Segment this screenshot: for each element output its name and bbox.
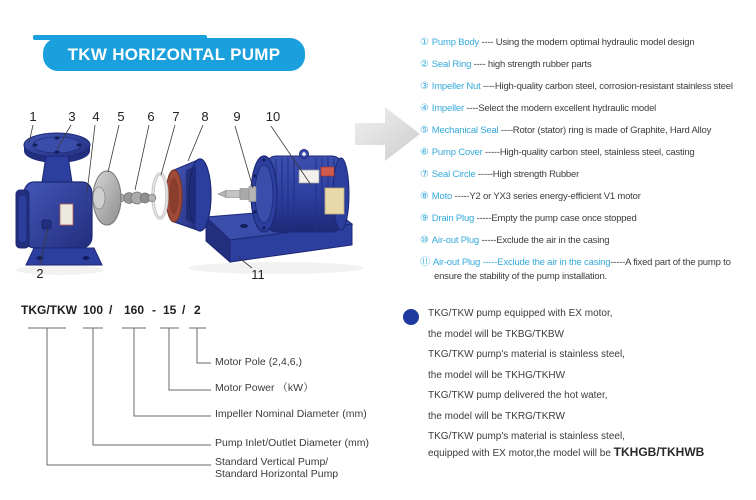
body-label-sticker xyxy=(60,204,73,225)
page-title: TKW HORIZONTAL PUMP xyxy=(67,44,281,64)
model-code-separator: - xyxy=(152,303,156,317)
part-name: Seal Circle xyxy=(431,169,476,180)
note-line: TKG/TKW pump delivered the hot water, xyxy=(428,390,608,401)
item-number: ③ xyxy=(420,81,429,92)
parts-list xyxy=(420,36,756,292)
note-line: the model will be TKHG/TKHW xyxy=(428,369,566,381)
model-label-motor-pole: Motor Pole (2,4,6,) xyxy=(215,356,302,368)
part-description: ----High-quality carbon steel, corrosion-resistant stainless steel xyxy=(480,81,733,92)
note-line: the model will be TKBG/TKBW xyxy=(428,328,564,340)
parts-list-item xyxy=(420,168,756,182)
note-line-last-text: equipped with EX motor,the model will be xyxy=(428,448,614,459)
part-description: -----Empty the pump case once stopped xyxy=(474,213,637,224)
motor-nameplate xyxy=(325,188,344,214)
part-number: 11 xyxy=(251,267,265,282)
note-bold-model: TKHGB/TKHWB xyxy=(613,445,705,459)
parts-list-item xyxy=(420,146,756,160)
part-description: -----High strength Rubber xyxy=(475,169,580,180)
parts-list-item xyxy=(420,124,756,138)
parts-list-item xyxy=(420,256,754,283)
part-number: 9 xyxy=(233,109,241,124)
part-name: Impeller xyxy=(431,103,464,114)
model-label-impeller-diameter: Impeller Nominal Diameter (mm) xyxy=(215,408,367,420)
note-line: TKG/TKW pump equipped with EX motor, xyxy=(428,308,613,319)
part-description: -----Y2 or YX3 series energy-efficient V1 motor xyxy=(452,191,641,202)
model-code-segment: 100 xyxy=(83,303,104,317)
model-code-segment: 15 xyxy=(163,303,177,317)
part-name: Pump Cover xyxy=(431,147,483,158)
part-name: Drain Plug xyxy=(431,213,475,224)
item-number: ② xyxy=(420,59,429,70)
shadow xyxy=(16,265,104,275)
item-number: ① xyxy=(420,37,429,48)
part-description: -----High-quality carbon steel, stainless steel, casting xyxy=(482,147,695,158)
mechanical-seal-illustration xyxy=(117,192,156,204)
item-number: ⑨ xyxy=(420,213,429,224)
part-description: ----Rotor (stator) ring is made of Graphite, Hard Alloy xyxy=(498,125,712,136)
part-number: 10 xyxy=(265,109,281,124)
part-number: 4 xyxy=(92,109,100,124)
parts-list-item xyxy=(420,80,756,94)
shadow xyxy=(188,262,364,274)
part-number: 6 xyxy=(147,109,155,124)
part-number: 2 xyxy=(36,266,44,281)
item-number: ④ xyxy=(420,103,429,114)
part-number: 5 xyxy=(117,109,125,124)
model-code-segment: 160 xyxy=(124,303,145,317)
parts-list-item xyxy=(420,102,756,116)
note-line-last xyxy=(428,446,750,460)
model-code-separator: / xyxy=(182,303,186,317)
shaft-illustration xyxy=(218,187,256,202)
model-label-pump-type-line1: Standard Vertical Pump/ xyxy=(215,456,329,468)
pump-exploded-diagram xyxy=(8,98,428,293)
part-name: Seal Ring xyxy=(431,59,472,70)
motor-illustration xyxy=(251,150,349,233)
item-number: ⑩ xyxy=(420,235,429,246)
big-right-arrow xyxy=(355,107,420,161)
note-line: TKG/TKW pump's material is stainless steel, xyxy=(428,349,625,360)
title-banner xyxy=(43,38,305,71)
model-variant-notes xyxy=(428,308,750,469)
part-number: 8 xyxy=(201,109,209,124)
part-name: Air-out Plug -----Exclude the air in the casing xyxy=(432,257,611,268)
part-number: 7 xyxy=(172,109,180,124)
part-name: Mechanical Seal xyxy=(431,125,499,136)
item-number: ⑦ xyxy=(420,169,429,180)
part-name: Air-out Plug xyxy=(431,235,479,246)
part-description: -----Exclude the air in the casing xyxy=(479,235,610,246)
item-number: ⑧ xyxy=(420,191,429,202)
model-code-prefix: TKG/TKW xyxy=(21,303,77,317)
part-description: ----Select the modern excellent hydraulic model xyxy=(463,103,657,114)
parts-list-item xyxy=(420,36,756,50)
note-line: the model will be TKRG/TKRW xyxy=(428,410,565,422)
item-number: ⑤ xyxy=(420,125,429,136)
item-number: ⑪ xyxy=(420,257,430,268)
part-name: Pump Body xyxy=(431,37,480,48)
part-number: 3 xyxy=(68,109,76,124)
model-label-pump-type xyxy=(215,457,338,480)
model-code-separator: / xyxy=(109,303,113,317)
item-number: ⑥ xyxy=(420,147,429,158)
part-name: Impeller Nut xyxy=(431,81,481,92)
note-line: TKG/TKW pump's material is stainless steel, xyxy=(428,431,625,442)
parts-list-item xyxy=(420,234,756,248)
parts-list-item xyxy=(420,212,756,226)
parts-list-item xyxy=(420,190,756,204)
model-label-inlet-outlet: Pump Inlet/Outlet Diameter (mm) xyxy=(215,437,370,449)
model-label-motor-power: Motor Power （kW） xyxy=(215,382,314,394)
model-label-pump-type-line2: Standard Horizontal Pump xyxy=(215,467,339,480)
model-code-segment: 2 xyxy=(194,303,201,317)
part-number: 1 xyxy=(29,109,37,124)
pump-cover-illustration xyxy=(166,159,211,231)
part-name: Moto xyxy=(431,191,453,202)
parts-list-item xyxy=(420,58,756,72)
part-description: -----A fixed part of the pump to ensure the stability of the pump installation. xyxy=(434,257,731,282)
pump-body-illustration xyxy=(16,133,102,265)
part-description: ---- Using the modern optimal hydraulic model design xyxy=(479,37,695,48)
part-description: ---- high strength rubber parts xyxy=(471,59,592,70)
note-bullet-icon xyxy=(403,309,419,325)
motor-red-sticker xyxy=(321,167,334,176)
